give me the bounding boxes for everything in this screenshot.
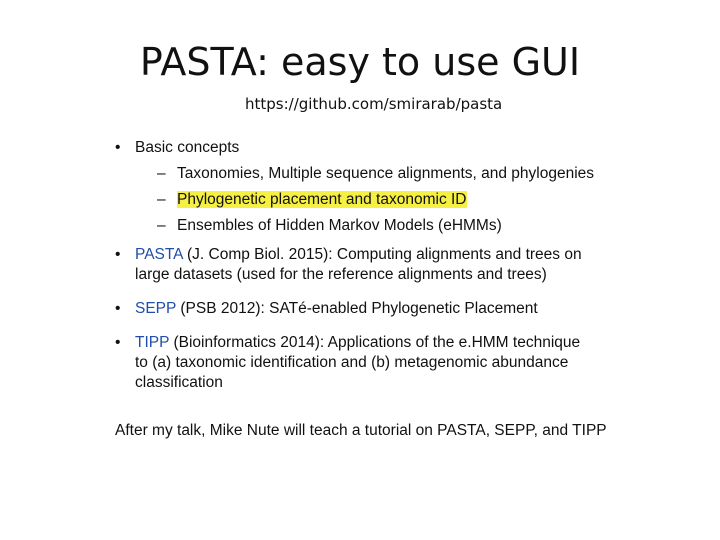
bullet-dot: • [115, 245, 121, 263]
dash-marker: – [157, 217, 166, 235]
sub-bullet-text: Taxonomies, Multiple sequence alignments, and phylogenies [177, 165, 595, 183]
bullet-dot: • [115, 299, 121, 317]
sub-bullet [135, 164, 595, 184]
pasta-link[interactable]: PASTA [135, 245, 183, 263]
sub-bullet-text: Ensembles of Hidden Markov Models (eHMMs) [177, 217, 502, 235]
bullet-text: Basic concepts [135, 139, 240, 156]
sub-bullet [135, 190, 595, 210]
slide-title: PASTA: easy to use GUI [139, 40, 581, 84]
dash-marker: – [157, 191, 166, 209]
highlighted-sub-bullet-text: Phylogenetic placement and taxonomic ID [177, 191, 467, 209]
bullet-text: (J. Comp Biol. 2015): Computing alignments and trees on large datasets (used for the reference alignments and trees) [135, 245, 582, 283]
sepp-link[interactable]: SEPP [135, 299, 177, 317]
bullet-list [115, 138, 595, 401]
bullet-basic-concepts [115, 138, 595, 237]
bullet-pasta [115, 245, 595, 285]
bullet-dot: • [115, 139, 121, 156]
footer-note: After my talk, Mike Nute will teach a tutorial on PASTA, SEPP, and TIPP [115, 422, 607, 439]
tipp-link[interactable]: TIPP [135, 333, 170, 351]
bullet-tipp [115, 333, 595, 393]
bullet-text: (PSB 2012): SATé-enabled Phylogenetic Placement [176, 299, 538, 317]
sub-bullet [135, 216, 595, 236]
bullet-dot: • [115, 333, 121, 351]
bullet-text: (Bioinformatics 2014): Applications of the e.HMM technique to (a) taxonomic identification and (b) metagenomic abundance classification [135, 333, 581, 392]
repo-url: https://github.com/smirarab/pasta [245, 95, 503, 113]
bullet-sepp [115, 299, 595, 319]
dash-marker: – [157, 165, 166, 183]
